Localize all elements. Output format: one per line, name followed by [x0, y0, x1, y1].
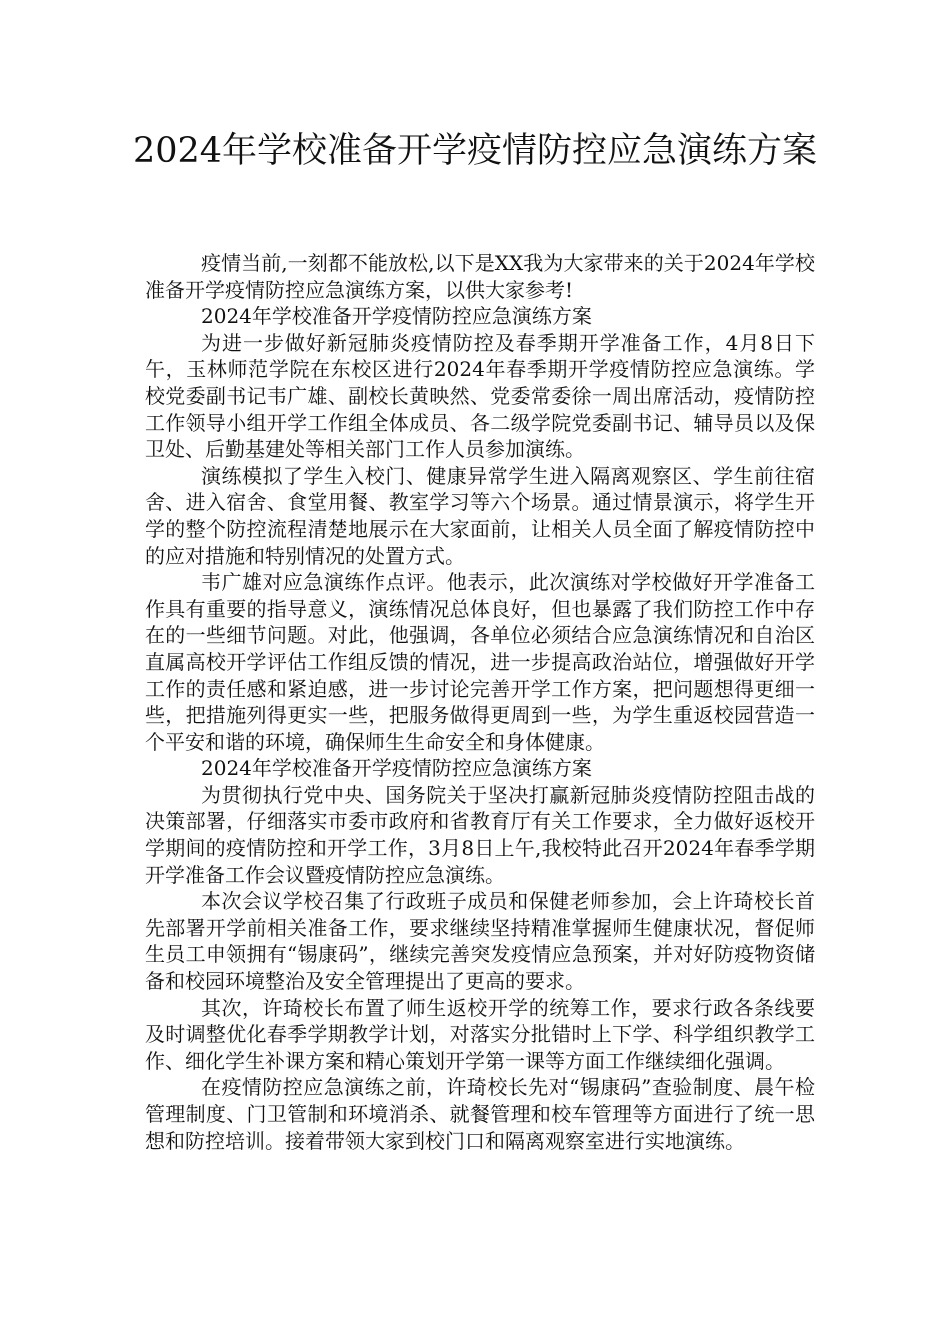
- paragraph: 为贯彻执行党中央、国务院关于坚决打赢新冠肺炎疫情防控阻击战的决策部署，仔细落实市委市政府和省教育厅有关工作要求，全力做好返校开学期间的疫情防控和开学工作，3月8日上午,我校特此召开2024年春季学期开学准备工作会议暨疫情防控应急演练。: [145, 782, 815, 887]
- paragraph: 其次，许琦校长布置了师生返校开学的统筹工作，要求行政各条线要及时调整优化春季学期教学计划，对落实分批错时上下学、科学组织教学工作、细化学生补课方案和精心策划开学第一课等方面工作继续细化强调。: [145, 995, 815, 1073]
- paragraph: 韦广雄对应急演练作点评。他表示，此次演练对学校做好开学准备工作具有重要的指导意义，演练情况总体良好，但也暴露了我们防控工作中存在的一些细节问题。对此，他强调，各单位必须结合应急演练情况和自治区直属高校开学评估工作组反馈的情况，进一步提高政治站位，增强做好开学工作的责任感和紧迫感，进一步讨论完善开学工作方案，把问题想得更细一些，把措施列得更实一些，把服务做得更周到一些，为学生重返校园营造一个平安和谐的环境，确保师生生命安全和身体健康。: [145, 570, 815, 754]
- document-body: [145, 250, 815, 1154]
- document-title: 2024年学校准备开学疫情防控应急演练方案: [132, 131, 818, 171]
- paragraph: 演练模拟了学生入校门、健康异常学生进入隔离观察区、学生前往宿舍、进入宿舍、食堂用餐、教室学习等六个场景。通过情景演示，将学生开学的整个防控流程清楚地展示在大家面前，让相关人员全面了解疫情防控中的应对措施和特别情况的处置方式。: [145, 463, 815, 568]
- paragraph: 疫情当前,一刻都不能放松,以下是XX我为大家带来的关于2024年学校准备开学疫情防控应急演练方案，以供大家参考!: [145, 251, 815, 302]
- paragraph: 本次会议学校召集了行政班子成员和保健老师参加，会上许琦校长首先部署开学前相关准备工作，要求继续坚持精准掌握师生健康状况，督促师生员工申领拥有“锡康码”，继续完善突发疫情应急预案，并对好防疫物资储备和校园环境整治及安全管理提出了更高的要求。: [145, 889, 815, 994]
- paragraph: 在疫情防控应急演练之前，许琦校长先对“锡康码”查验制度、晨午检管理制度、门卫管制和环境消杀、就餐管理和校车管理等方面进行了统一思想和防控培训。接着带领大家到校门口和隔离观察室进行实地演练。: [145, 1075, 815, 1153]
- section-heading: 2024年学校准备开学疫情防控应急演练方案: [201, 756, 592, 781]
- paragraph: 为进一步做好新冠肺炎疫情防控及春季期开学准备工作，4月8日下午，玉林师范学院在东校区进行2024年春季期开学疫情防控应急演练。学校党委副书记韦广雄、副校长黄映然、党委常委徐一周出席活动，疫情防控工作领导小组开学工作组全体成员、各二级学院党委副书记、辅导员以及保卫处、后勤基建处等相关部门工作人员参加演练。: [145, 330, 815, 462]
- section-heading: 2024年学校准备开学疫情防控应急演练方案: [201, 304, 592, 329]
